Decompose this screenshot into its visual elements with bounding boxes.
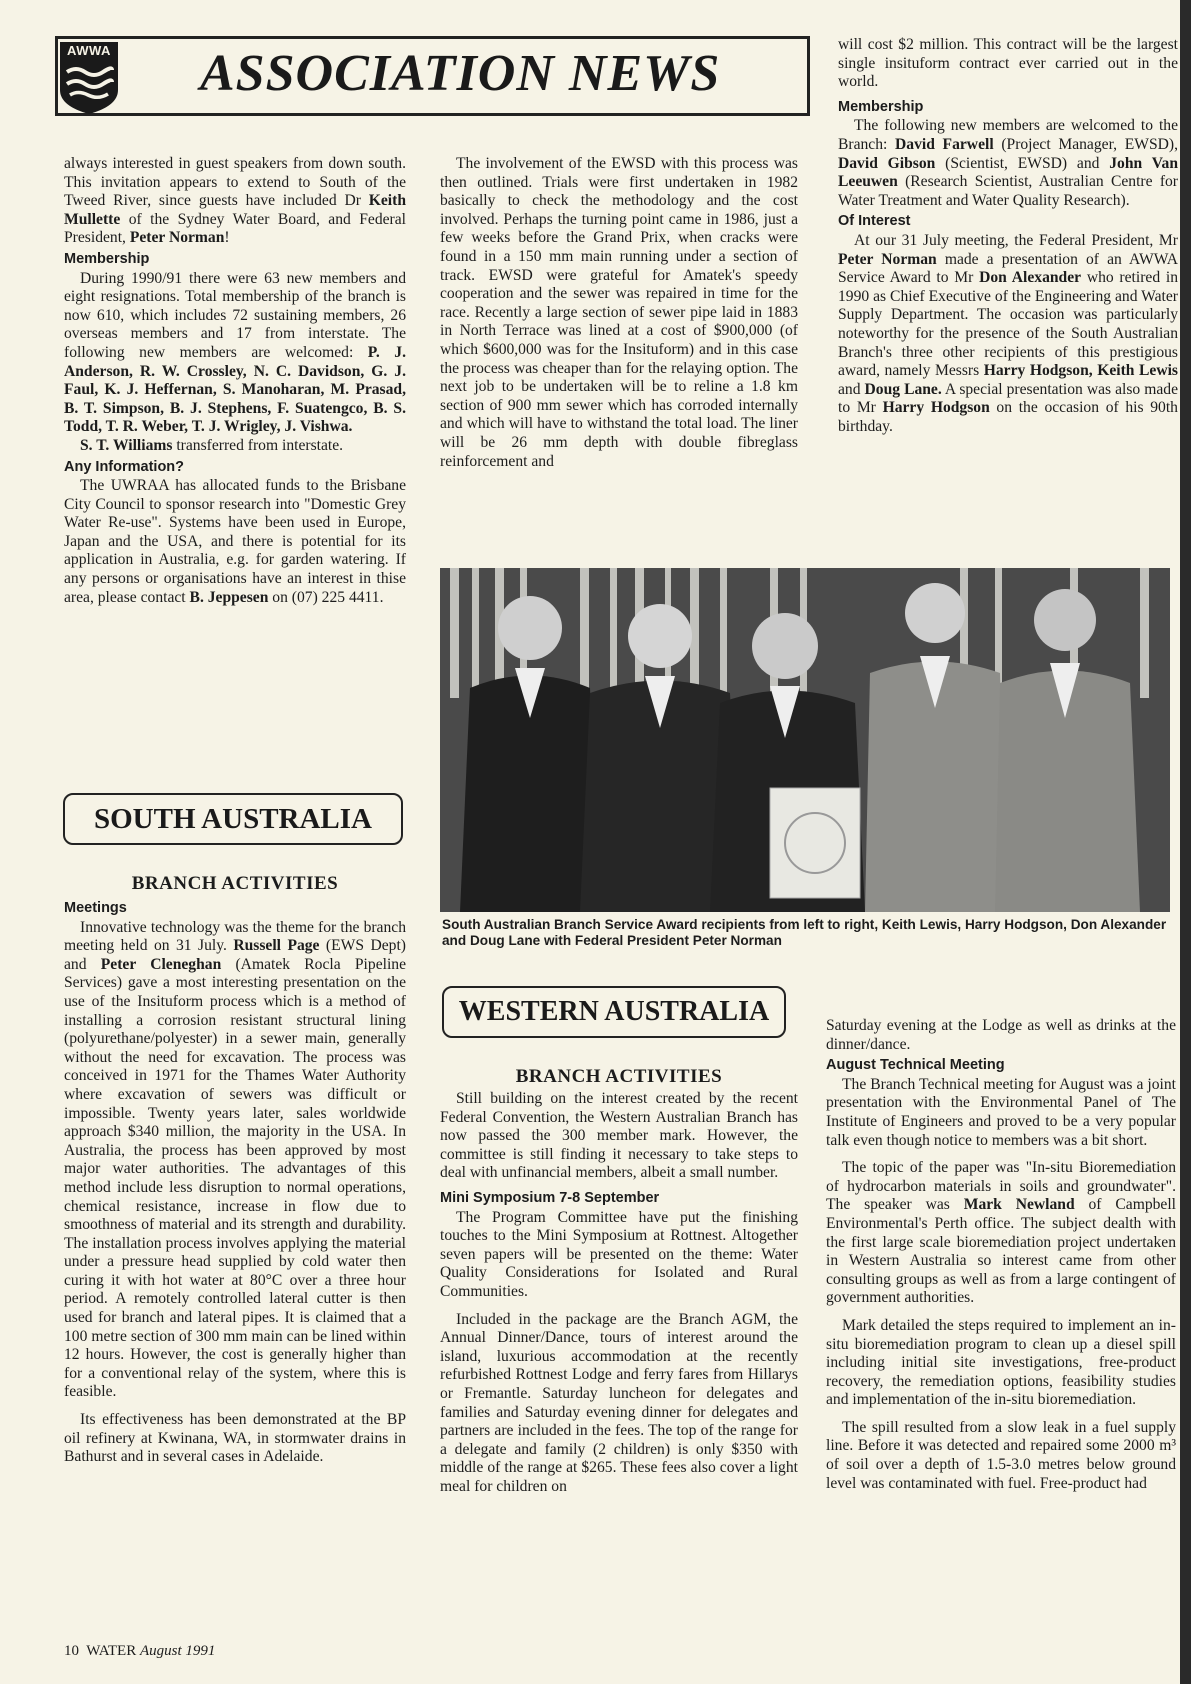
spill-paragraph: The spill resulted from a slow leak in a fuel supply line. Before it was detected and repaired some 2000 m³ of soil over a depth of 1.5-3.0 metres below ground level was contaminated with fuel. Free-product had — [826, 1418, 1176, 1492]
sa-branch-activities: BRANCH ACTIVITIES — [131, 873, 339, 894]
symposium-paragraph: The Program Committee have put the finishing touches to the Mini Symposium at Rottnest. Altogether seven papers will be presented on the theme: Water Quality Considerations for Isolated and Rural Communities. — [440, 1208, 798, 1300]
logo-text: AWWA — [67, 43, 111, 58]
col1-bottom — [64, 897, 406, 1467]
issue-date: August 1991 — [139, 1643, 216, 1659]
region-western-australia: WESTERN AUSTRALIA — [442, 986, 786, 1038]
interest-heading: Of Interest — [838, 213, 911, 230]
award-photo — [440, 568, 1170, 912]
new-members-paragraph: The following new members are welcomed to the Branch: David Farwell (Project Manager, EWSD), David Gibson (Scientist, EWSD) and John Van Leeuwen (Research Scientist, Australian Centre for Water Treatment and Water Quality Research). — [838, 117, 1179, 209]
col2-bottom — [440, 1090, 798, 1496]
magazine-name: WATER — [86, 1643, 137, 1659]
meetings-heading: Meetings — [64, 900, 127, 916]
info-paragraph: The UWRAA has allocated funds to the Brisbane City Council to sponsor research into "Domestic Grey Water Re-use". Systems have been used in Europe, Japan and the USA, and there is potential for its application in Australia, e.g. for garden watering. If any persons or organisations have an interest in thise area, please contact B. Jeppesen on (07) 225 4411. — [64, 477, 406, 606]
region-south-australia: SOUTH AUSTRALIA — [63, 793, 403, 845]
intro-paragraph: always interested in guest speakers from down south. This invitation appears to extend to South of the Tweed River, since guests have included Dr Keith Mullette of the Sydney Water Board, and Federal President, Peter Norman! — [64, 155, 406, 247]
award-photo-image — [440, 568, 1170, 912]
page-number: 10 — [64, 1643, 79, 1659]
membership-heading-2: Membership — [838, 98, 924, 115]
contract-paragraph: will cost $2 million. This contract will be the largest single insituform contract ever carried out in the world. — [838, 36, 1178, 91]
col3-bottom — [826, 1017, 1176, 1493]
symposium-heading: Mini Symposium 7-8 September — [440, 1189, 660, 1206]
package-paragraph: Included in the package are the Branch AGM, the Annual Dinner/Dance, tours of interest around the island, luxurious accommodation at the recently refurbished Rottnest Lodge and ferry fares from Hillarys or Fremantle. Saturday luncheon for delegates and families and Saturday evening dinner for delegates and partners are included in the fees. The top of the range for a delegate and family (2 children) is only $350 with middle of the range at $265. These fees also cover a light meal for children on — [440, 1310, 798, 1495]
page-gutter — [1180, 0, 1191, 1684]
photo-caption: South Australian Branch Service Award recipients from left to right, Keith Lewis, Harry Hodgson, Don Alexander and Doug Lane with Federal President Peter Norman — [442, 917, 1167, 948]
wa-intro-paragraph: Still building on the interest created by the recent Federal Convention, the Western Australian Branch has now passed the 300 member mark. However, the committee is still finding it necessary to take steps to deal with unfinancial members, albeit a small number. — [440, 1090, 798, 1182]
membership-paragraph: During 1990/91 there were 63 new members and eight resignations. Total membership of the branch is now 610, which includes 72 sustaining members, 26 overseas members and 17 from interstate. The following new members are welcomed: P. J. Anderson, R. W. Crossley, N. C. Davidson, G. J. Faul, K. J. Heffernan, S. Manoharan, M. Prasad, B. T. Simpson, B. J. Stephens, F. Suatengco, B. S. Todd, T. R. Weber, T. J. Wrigley, J. Vishwa. — [64, 269, 406, 436]
technical-paragraph: The Branch Technical meeting for August was a joint presentation with the Environmental Panel of The Institute of Engineers and proved to be a very popular talk even though notice to members was a bit short. — [826, 1075, 1176, 1149]
meetings-paragraph-2: Its effectiveness has been demonstrated at the BP oil refinery at Kwinana, WA, in stormwater drains in Bathurst and in several cases in Adelaide. — [64, 1411, 406, 1466]
col1-top — [64, 155, 406, 607]
ewsd-paragraph: The involvement of the EWSD with this process was then outlined. Trials were first undertaken in 1982 basically to check the methodology and the cost involved. Perhaps the turning point came in 1986, just a few weeks before the Grand Prix, when cracks were found in a 150 mm main running under a section of track. EWSD were grateful for Amatek's speedy cooperation and the sewer was repaired in time for the race. Recently a large section of sewer pipe laid in 1883 in North Terrace was lined at a cost of $900,000 (of which $600,000 was for the Insituform) and in this case the process was cheaper than for the relaying option. The next job to be undertaken will be to reline a 1.8 km section of 900 mm sewer which has corroded internally and which will have to withstand the total load. The liner will be 26 mm depth with double fibreglass reinforcement and — [440, 155, 798, 470]
topic-paragraph: The topic of the paper was "In-situ Bioremediation of hydrocarbon materials in soils and groundwater". The speaker was Mark Newland of Campbell Environmental's Perth office. The subject dealth with the first large scale bioremediation project undertaken in Western Australia so interest came from other consulting groups as well as from a large contingent of government authorities. — [826, 1159, 1177, 1307]
membership-heading: Membership — [64, 250, 150, 267]
page-title: ASSOCIATION NEWS — [200, 45, 721, 102]
lodge-paragraph: Saturday evening at the Lodge as well as drinks at the dinner/dance. — [826, 1017, 1176, 1053]
interest-paragraph: At our 31 July meeting, the Federal President, Mr Peter Norman made a presentation of an AWWA Service Award to Mr Don Alexander who retired in 1990 as Chief Executive of the Engineering and Water Supply Department. The occasion was particularly noteworthy for the presence of the South Australian Branch's three other recipients of this prestigious award, namely Messrs Harry Hodgson, Keith Lewis and Doug Lane. A special presentation was also made to Mr Harry Hodgson on the occasion of his 90th birthday. — [838, 231, 1179, 435]
steps-paragraph: Mark detailed the steps required to implement an in-situ bioremediation program to clean up a diesel spill including initial site investigations, free-product recovery, the remediation options, feasibility studies and implementation of the in-situ bioremediation. — [826, 1316, 1176, 1409]
meetings-paragraph: Innovative technology was the theme for the branch meeting held on 31 July. Russell Page (EWS Dept) and Peter Cleneghan (Amatek Rocla Pipeline Services) gave a most interesting presentation on the use of the Insituform process which is a method of installing a corrosion resistant structural lining (polyurethane/polyester) in a sewer main, generally without the need for excavation. The process was conceived in 1971 for the Thames Water Authority where excavation of sewers was difficult or impossible. Twenty years later, sales worldwide approach $340 million, the majority in the USA. In Australia, the process has been approved by most major water authorities. The advantages of this method include less disruption to normal operations, chemical resistance, increase in flow due to smoothness of material and its strength and durability. The installation process involves applying the material under a pressure head supplied by cold water then curing it with hot water at 80°C over a three hour period. A remotely controlled lateral cutter is then used for branch and lateral pipes. It is claimed that a 100 metre section of 300 mm main can be lined within 12 hours. However, the cost is generally higher than for a conventional relay of the system, where this is feasible. — [64, 918, 406, 1401]
transfer-paragraph: S. T. Williams transferred from interstate. — [80, 436, 344, 454]
wa-branch-activities: BRANCH ACTIVITIES — [515, 1066, 723, 1087]
technical-meeting-heading: August Technical Meeting — [826, 1057, 1005, 1074]
page-footer — [64, 1643, 215, 1660]
col3-top — [838, 36, 1178, 436]
info-heading: Any Information? — [64, 458, 185, 475]
col2-top — [440, 155, 798, 471]
